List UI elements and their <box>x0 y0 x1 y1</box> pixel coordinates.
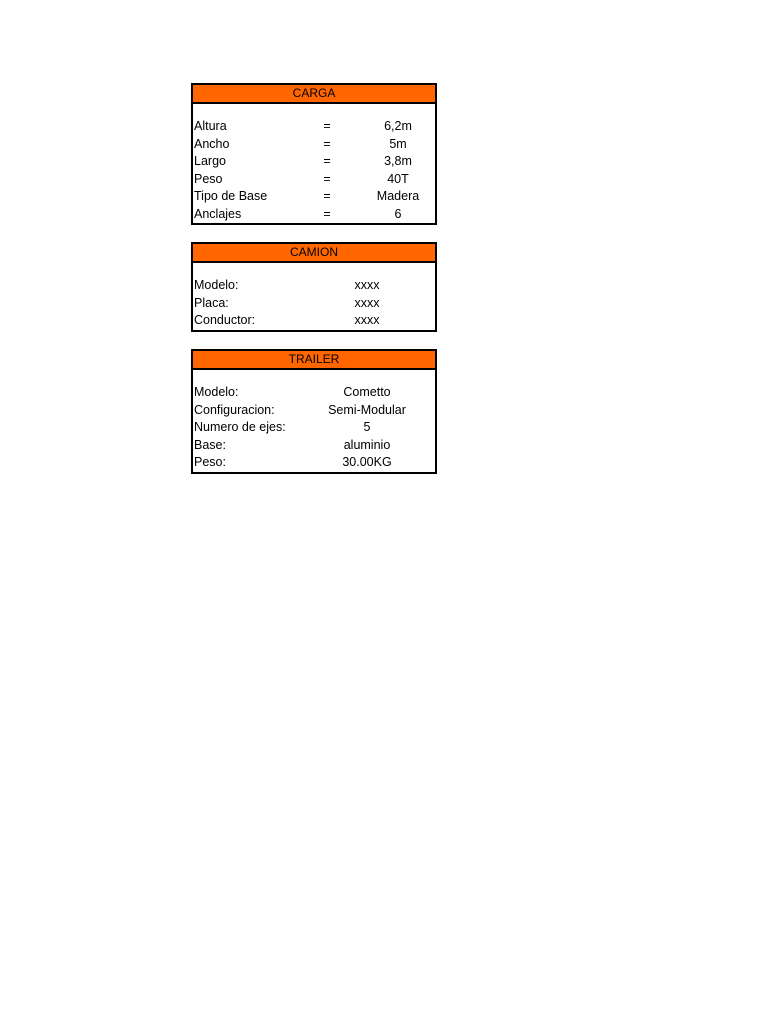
row-label: Ancho <box>194 136 230 151</box>
carga-row-anclajes <box>193 206 435 224</box>
trailer-table <box>191 349 437 474</box>
trailer-header: TRAILER <box>193 351 435 370</box>
row-value: Cometto <box>343 385 391 399</box>
row-label: Altura <box>194 119 227 133</box>
trailer-body <box>193 370 435 472</box>
row-label: Modelo: <box>194 278 239 292</box>
row-value: 40T <box>387 171 409 186</box>
carga-row-largo <box>193 153 435 171</box>
row-value: xxxx <box>354 278 380 292</box>
carga-row-ancho <box>193 136 435 154</box>
row-value: Madera <box>376 189 420 203</box>
row-separator: = <box>323 171 331 186</box>
camion-row-conductor <box>193 312 435 330</box>
row-label: Peso <box>194 171 223 186</box>
row-label: Placa: <box>194 295 229 310</box>
camion-row-modelo <box>193 277 435 295</box>
carga-row-peso <box>193 171 435 189</box>
row-label: Conductor: <box>194 313 256 327</box>
row-separator: = <box>323 189 331 203</box>
camion-table <box>191 242 437 332</box>
row-value: 6,2m <box>384 119 412 133</box>
row-value: 30.00KG <box>342 455 392 469</box>
row-label: Tipo de Base <box>194 189 268 203</box>
carga-row-altura <box>193 118 435 136</box>
row-value: 3,8m <box>384 154 412 168</box>
trailer-row-numero-de-ejes <box>193 419 435 437</box>
row-separator: = <box>323 154 331 168</box>
row-value: 6 <box>394 206 402 221</box>
trailer-row-peso <box>193 454 435 472</box>
carga-row-tipo-de-base <box>193 188 435 206</box>
row-separator: = <box>323 136 331 151</box>
row-separator: = <box>323 206 331 221</box>
trailer-row-base <box>193 437 435 455</box>
camion-row-placa <box>193 295 435 313</box>
row-value: 5 <box>363 420 371 434</box>
row-value: Semi-Modular <box>328 402 406 417</box>
row-value: 5m <box>389 136 407 151</box>
camion-body <box>193 263 435 330</box>
row-label: Configuracion: <box>194 402 275 417</box>
row-label: Numero de ejes: <box>194 420 286 434</box>
camion-header: CAMION <box>193 244 435 263</box>
row-value: xxxx <box>354 313 380 327</box>
carga-table <box>191 83 437 225</box>
row-label: Anclajes <box>194 206 242 221</box>
row-separator: = <box>323 119 331 133</box>
row-label: Base: <box>194 437 226 452</box>
row-label: Peso: <box>194 455 226 469</box>
row-value: xxxx <box>354 295 380 310</box>
trailer-row-configuracion <box>193 402 435 420</box>
row-label: Largo <box>194 154 226 168</box>
carga-header: CARGA <box>193 85 435 104</box>
row-value: aluminio <box>343 437 391 452</box>
carga-body <box>193 104 435 223</box>
row-label: Modelo: <box>194 385 239 399</box>
trailer-row-modelo <box>193 384 435 402</box>
